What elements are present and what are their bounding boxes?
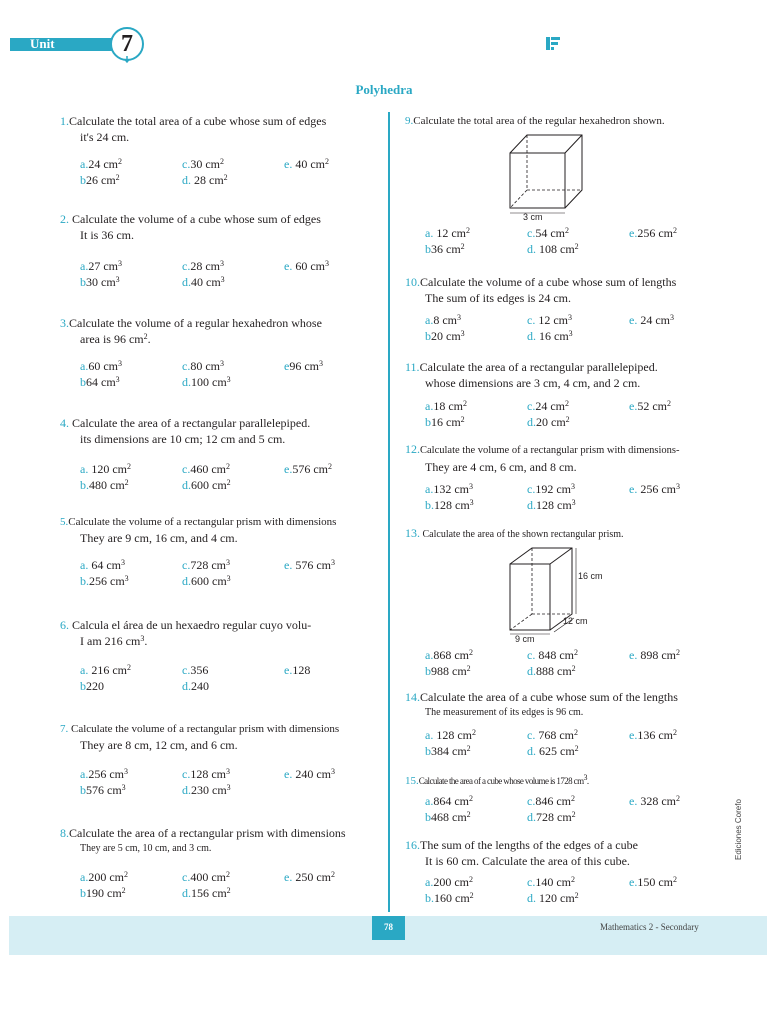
question-12: 12.Calculate the volume of a rectangular prism with dimensions- They are 4 cm, 6 cm, and 8 cm. xyxy=(405,442,680,474)
option-a[interactable]: a. 12 $cm^2$ xyxy=(425,226,470,240)
option-e[interactable]: e. 328 $cm^2$ xyxy=(629,794,680,808)
option-d[interactable]: d.600 $cm^3$ xyxy=(182,574,231,588)
option-e[interactable]: e.150 $cm^2$ xyxy=(629,875,677,889)
option-a[interactable]: a.864 $cm^2$ xyxy=(425,794,473,808)
option-e[interactable]: e. 576 $cm^3$ xyxy=(284,558,335,572)
option-a[interactable]: a.132 $cm^3$ xyxy=(425,482,473,496)
option-a[interactable]: a.24 $cm^2$ xyxy=(80,157,122,171)
option-c[interactable]: c.30 $cm^2$ xyxy=(182,157,224,171)
question-7: 7. Calculate the volume of a rectangular prism with dimensions They are 8 cm, 12 cm, and 6 cm. xyxy=(60,723,340,752)
cube-edge-label: 3 cm xyxy=(523,212,543,222)
option-d[interactable]: d.728 $cm^2$ xyxy=(527,810,576,824)
option-e[interactable]: e. 250 $cm^2$ xyxy=(284,870,335,884)
option-b[interactable]: b988 $cm^2$ xyxy=(425,664,471,678)
option-b[interactable]: b220 xyxy=(80,679,104,693)
option-c[interactable]: c.128 $cm^3$ xyxy=(182,767,230,781)
option-e[interactable]: e. 256 $cm^3$ xyxy=(629,482,680,496)
question-6: 6. Calcula el área de un hexaedro regular cuyo volu- I am 216 $cm^3$. xyxy=(60,618,312,648)
option-d[interactable]: d.20 $cm^2$ xyxy=(527,415,570,429)
prism-width-label: 9 cm xyxy=(515,634,535,644)
option-c[interactable]: c.728 $cm^3$ xyxy=(182,558,230,572)
option-c[interactable]: c.140 $cm^2$ xyxy=(527,875,575,889)
option-b[interactable]: b30 $cm^3$ xyxy=(80,275,120,289)
option-d[interactable]: d. 120 $cm^2$ xyxy=(527,891,579,905)
option-b[interactable]: b.480 $cm^2$ xyxy=(80,478,129,492)
option-d[interactable]: d. 16 $cm^3$ xyxy=(527,329,573,343)
option-b[interactable]: b190 $cm^2$ xyxy=(80,886,126,900)
option-e[interactable]: e. 240 $cm^3$ xyxy=(284,767,335,781)
unit-number: 7 xyxy=(121,31,133,57)
option-c[interactable]: c. 768 $cm^2$ xyxy=(527,728,578,742)
prism-height-label: 16 cm xyxy=(578,571,603,581)
option-a[interactable]: a. 128 $cm^2$ xyxy=(425,728,476,742)
question-11: 11.Calculate the area of a rectangular parallelepiped. whose dimensions are 3 cm, 4 cm, and 2 cm. xyxy=(405,360,658,390)
option-a[interactable]: a.8 $cm^3$ xyxy=(425,313,461,327)
page-number: 78 xyxy=(372,916,405,940)
option-e[interactable]: e.576 $cm^2$ xyxy=(284,462,332,476)
question-8: 8.Calculate the area of a rectangular prism with dimensions They are 5 cm, 10 cm, and 3 cm. xyxy=(60,826,346,854)
option-a[interactable]: a.256 $cm^3$ xyxy=(80,767,128,781)
question-13: 13. Calculate the area of the shown rectangular prism. xyxy=(405,526,624,540)
column-divider xyxy=(388,112,390,912)
option-e[interactable]: e. 60 $cm^3$ xyxy=(284,259,329,273)
option-b[interactable]: b.128 $cm^3$ xyxy=(425,498,474,512)
option-d[interactable]: d. 625 $cm^2$ xyxy=(527,744,579,758)
option-d[interactable]: d.128 $cm^3$ xyxy=(527,498,576,512)
publisher-credit: Ediciones Corefo xyxy=(734,799,743,860)
option-a[interactable]: a. 216 $cm^2$ xyxy=(80,663,131,677)
option-b[interactable]: b.256 $cm^3$ xyxy=(80,574,129,588)
rectangular-prism-figure xyxy=(505,543,615,645)
option-a[interactable]: a.18 $cm^2$ xyxy=(425,399,467,413)
question-1: 1.Calculate the total area of a cube whose sum of edges it's 24 cm. xyxy=(60,114,327,144)
question-15: 15.Calculate the area of a cube whose volume is 1728 $cm^3$. xyxy=(405,773,589,787)
option-e[interactable]: e. 40 $cm^2$ xyxy=(284,157,329,171)
option-c[interactable]: c.24 $cm^2$ xyxy=(527,399,569,413)
option-c[interactable]: c.192 $cm^3$ xyxy=(527,482,575,496)
option-b[interactable]: b64 $cm^3$ xyxy=(80,375,120,389)
option-b[interactable]: b20 $cm^3$ xyxy=(425,329,465,343)
question-4: 4. Calculate the area of a rectangular parallelepiped. its dimensions are 10 cm; 12 cm and 5 cm. xyxy=(60,416,311,446)
option-b[interactable]: b384 $cm^2$ xyxy=(425,744,471,758)
option-d[interactable]: d.156 $cm^2$ xyxy=(182,886,231,900)
option-c[interactable]: c.80 $cm^3$ xyxy=(182,359,224,373)
publisher-logo-icon xyxy=(544,34,562,52)
option-a[interactable]: a.200 $cm^2$ xyxy=(425,875,473,889)
option-a[interactable]: a.868 $cm^2$ xyxy=(425,648,473,662)
unit-badge xyxy=(110,27,144,61)
option-b[interactable]: b.160 $cm^2$ xyxy=(425,891,474,905)
option-d[interactable]: d. 108 $cm^2$ xyxy=(527,242,579,256)
option-e[interactable]: e96 $cm^3$ xyxy=(284,359,323,373)
question-3: 3.Calculate the volume of a regular hexahedron whose area is 96 $cm^2$. xyxy=(60,316,322,346)
option-d[interactable]: d.100 $cm^3$ xyxy=(182,375,231,389)
option-c[interactable]: c.356 xyxy=(182,663,209,677)
option-d[interactable]: d.600 $cm^2$ xyxy=(182,478,231,492)
option-b[interactable]: b26 $cm^2$ xyxy=(80,173,120,187)
option-c[interactable]: c.460 $cm^2$ xyxy=(182,462,230,476)
option-e[interactable]: e.128 xyxy=(284,663,311,677)
option-d[interactable]: d.40 $cm^3$ xyxy=(182,275,225,289)
option-b[interactable]: b576 $cm^3$ xyxy=(80,783,126,797)
question-2: 2. Calculate the volume of a cube whose sum of edges It is 36 cm. xyxy=(60,212,321,242)
page-title: Polyhedra xyxy=(355,82,413,97)
unit-label: Unit xyxy=(30,36,55,51)
option-b[interactable]: b36 $cm^2$ xyxy=(425,242,465,256)
option-e[interactable]: e. 898 $cm^2$ xyxy=(629,648,680,662)
question-9: 9.Calculate the total area of the regular hexahedron shown. xyxy=(405,115,665,127)
question-16: 16.The sum of the lengths of the edges of a cube It is 60 cm. Calculate the area of this cube. xyxy=(405,838,638,868)
option-a[interactable]: a.200 $cm^2$ xyxy=(80,870,128,884)
question-10: 10.Calculate the volume of a cube whose sum of lengths The sum of its edges is 24 cm. xyxy=(405,275,677,305)
option-b[interactable]: b16 $cm^2$ xyxy=(425,415,465,429)
option-a[interactable]: a. 120 $cm^2$ xyxy=(80,462,131,476)
option-d[interactable]: d.888 $cm^2$ xyxy=(527,664,576,678)
book-title: Mathematics 2 - Secondary xyxy=(600,922,699,932)
option-c[interactable]: c.846 $cm^2$ xyxy=(527,794,575,808)
option-c[interactable]: c.28 $cm^3$ xyxy=(182,259,224,273)
option-a[interactable]: a.27 $cm^3$ xyxy=(80,259,122,273)
option-e[interactable]: e. 24 $cm^3$ xyxy=(629,313,674,327)
option-e[interactable]: e.136 $cm^2$ xyxy=(629,728,677,742)
question-14: 14.Calculate the area of a cube whose sum of the lengths The measurement of its edges is 96 cm. xyxy=(405,690,678,718)
option-c[interactable]: c.400 $cm^2$ xyxy=(182,870,230,884)
option-c[interactable]: c.54 $cm^2$ xyxy=(527,226,569,240)
option-a[interactable]: a. 64 $cm^3$ xyxy=(80,558,125,572)
prism-depth-label: 12 cm xyxy=(563,616,588,626)
option-d[interactable]: d. 28 $cm^2$ xyxy=(182,173,228,187)
option-c[interactable]: c. 848 $cm^2$ xyxy=(527,648,578,662)
option-a[interactable]: a.60 $cm^3$ xyxy=(80,359,122,373)
option-e[interactable]: e.256 $cm^2$ xyxy=(629,226,677,240)
option-c[interactable]: c. 12 $cm^3$ xyxy=(527,313,572,327)
question-5: 5.Calculate the volume of a rectangular prism with dimensions They are 9 cm, 16 cm, and 4 cm. xyxy=(60,516,337,545)
unit-bar xyxy=(10,38,116,51)
option-d[interactable]: d.240 xyxy=(182,679,209,693)
cube-figure xyxy=(505,130,585,222)
arrow-down-icon xyxy=(123,56,131,64)
option-d[interactable]: d.230 $cm^3$ xyxy=(182,783,231,797)
option-b[interactable]: b468 $cm^2$ xyxy=(425,810,471,824)
option-e[interactable]: e.52 $cm^2$ xyxy=(629,399,671,413)
